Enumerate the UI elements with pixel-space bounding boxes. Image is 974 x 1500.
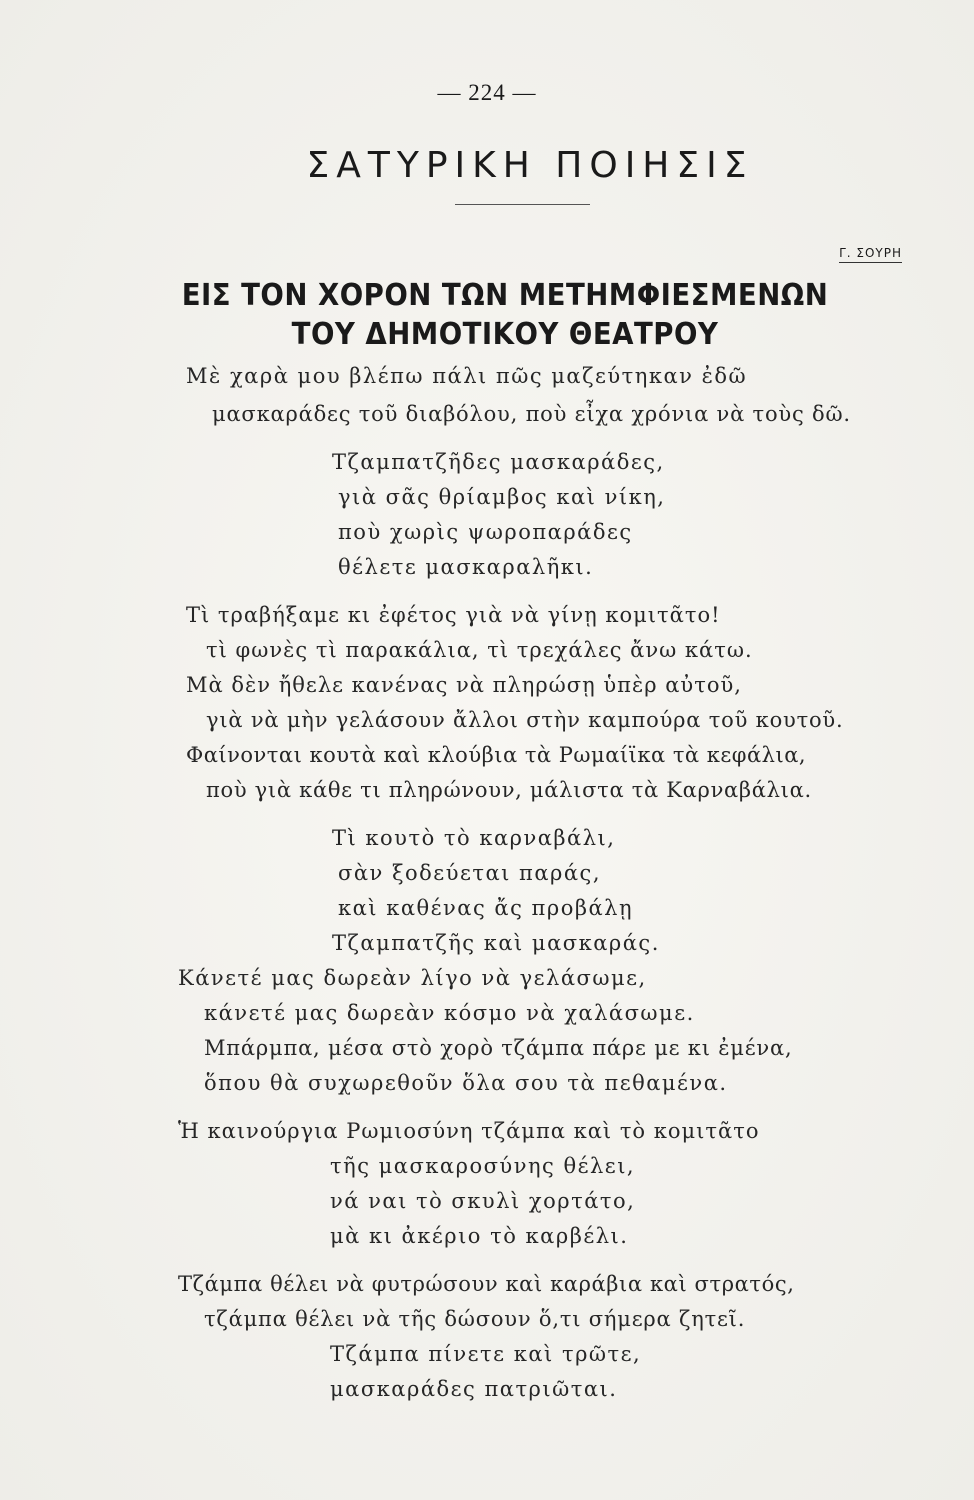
poem-line: θέλετε μασκαραλῆκι.: [338, 555, 594, 579]
poem-line: Τζάμπα πίνετε καὶ τρῶτε,: [330, 1342, 642, 1366]
poem-line: Μὰ δὲν ἤθελε κανένας νὰ πληρώσῃ ὑπὲρ αὐτοῦ,: [186, 673, 742, 697]
poem-line: μασκαράδες τοῦ διαβόλου, ποὺ εἶχα χρόνια νὰ τοὺς δῶ.: [212, 402, 851, 426]
poem-line: Τζαμπατζῆς καὶ μασκαράς.: [332, 931, 660, 955]
poem-line: τὶ φωνὲς τὶ παρακάλια, τὶ τρεχάλες ἄνω κάτω.: [206, 638, 753, 662]
poem-line: Μὲ χαρὰ μου βλέπω πάλι πῶς μαζεύτηκαν ἐδῶ: [186, 364, 748, 388]
poem-line: ὅπου θὰ συχωρεθοῦν ὅλα σου τὰ πεθαμένα.: [204, 1071, 728, 1095]
poem-line: τῆς μασκαροσύνης θέλει,: [330, 1154, 636, 1178]
poem-line: νά ναι τὸ σκυλὶ χορτάτο,: [330, 1189, 636, 1213]
poem-line: γιὰ σᾶς θρίαμβος καὶ νίκη,: [338, 485, 666, 509]
poem-line: ποὺ χωρὶς ψωροπαράδες: [338, 520, 633, 544]
poem-line: Τζαμπατζῆδες μασκαράδες,: [332, 450, 665, 474]
poem-line: μὰ κι ἀκέριο τὸ καρβέλι.: [330, 1224, 629, 1248]
poem-line: σὰν ξοδεύεται παράς,: [338, 861, 601, 885]
poem-line: καὶ καθένας ἄς προβάλῃ: [338, 896, 634, 920]
poem-line: κάνετέ μας δωρεὰν κόσμο νὰ χαλάσωμε.: [204, 1001, 695, 1025]
author-name: Γ. ΣΟΥΡΗ: [839, 246, 902, 263]
poem-title-line-1: ΕΙΣ ΤΟΝ ΧΟΡΟΝ ΤΩΝ ΜΕΤΗΜΦΙΕΣΜΕΝΩΝ: [181, 278, 829, 313]
poem-line: Κάνετέ μας δωρεὰν λίγο νὰ γελάσωμε,: [178, 966, 647, 990]
poem-line: Φαίνονται κουτὰ καὶ κλούβια τὰ Ρωμαίϊκα τὰ κεφάλια,: [186, 743, 807, 767]
poem-title-line-2: ΤΟΥ ΔΗΜΟΤΙΚΟΥ ΘΕΑΤΡΟΥ: [291, 317, 719, 352]
poem-line: ποὺ γιὰ κάθε τι πληρώνουν, μάλιστα τὰ Καρναβάλια.: [206, 778, 812, 802]
poem-line: Μπάρμπα, μέσα στὸ χορὸ τζάμπα πάρε με κι ἐμένα,: [204, 1036, 793, 1060]
poem-line: Τζάμπα θέλει νὰ φυτρώσουν καὶ καράβια καὶ στρατός,: [178, 1272, 795, 1296]
poem-line: γιὰ νὰ μὴν γελάσουν ἄλλοι στὴν καμπούρα τοῦ κουτοῦ.: [206, 708, 844, 732]
poem-line: Τὶ τραβήξαμε κι ἐφέτος γιὰ νὰ γίνῃ κομιτᾶτο!: [186, 603, 721, 627]
page-number: — 224 —: [437, 80, 537, 105]
poem-line: Τὶ κουτὸ τὸ καρναβάλι,: [332, 826, 616, 850]
poem-line: μασκαράδες πατριῶται.: [330, 1377, 618, 1401]
poem-line: Ἡ καινούργια Ρωμιοσύνη τζάμπα καὶ τὸ κομιτᾶτο: [178, 1119, 760, 1143]
section-title: ΣΑΤΥΡΙΚΗ ΠΟΙΗΣΙΣ: [306, 145, 754, 186]
title-divider: [455, 204, 590, 205]
poem-line: τζάμπα θέλει νὰ τῆς δώσουν ὅ,τι σήμερα ζητεῖ.: [204, 1307, 746, 1331]
